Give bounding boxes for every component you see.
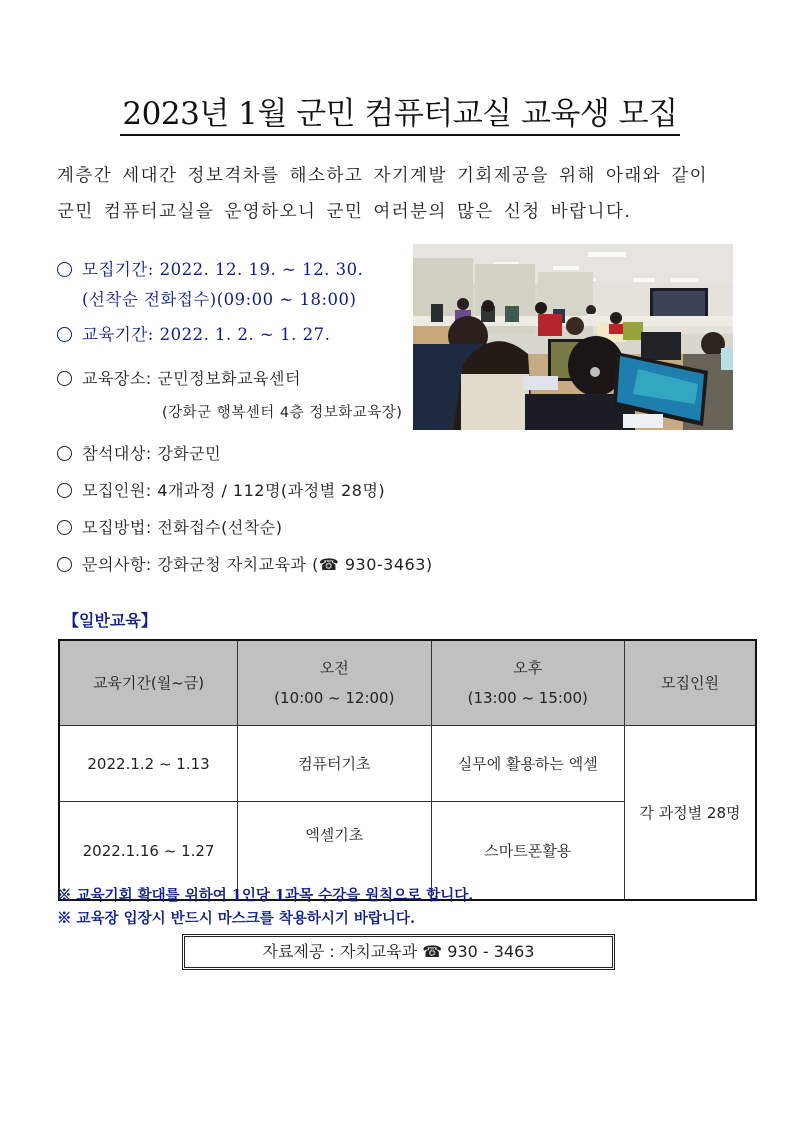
cell-period: 2022.1.16 ~ 1.27 <box>59 802 238 901</box>
notes <box>57 884 473 930</box>
item-value: 2022. 12. 19. ~ 12. 30. <box>159 260 364 279</box>
info-item-inquiry <box>57 552 433 575</box>
circle-bullet-icon <box>57 483 72 498</box>
cell-afternoon: 스마트폰활용 <box>431 802 624 901</box>
header-text: 오후 <box>513 659 543 677</box>
item-label: 모집방법: <box>82 518 152 537</box>
item-value: (강화군 행복센터 4층 정보화교육장) <box>162 405 403 421</box>
header-text: 오전 <box>319 659 349 677</box>
item-value: 강화군청 자치교육과 (☎ 930-3463) <box>157 555 433 574</box>
cell-afternoon: 실무에 활용하는 엑셀 <box>431 726 624 802</box>
table-row <box>59 726 756 802</box>
schedule-table <box>58 639 757 901</box>
item-value: 전화접수(선착순) <box>157 518 283 537</box>
item-label: 교육장소: <box>82 369 152 388</box>
item-label: 교육기간: <box>82 325 154 344</box>
circle-bullet-icon <box>57 262 72 277</box>
circle-bullet-icon <box>57 327 72 342</box>
intro-paragraph <box>57 158 757 230</box>
header-afternoon <box>431 640 624 726</box>
intro-line-1: 계층간 세대간 정보격차를 해소하고 자기계발 기회제공을 위해 아래와 같이 <box>57 166 709 186</box>
header-capacity <box>624 640 756 726</box>
info-item-location <box>57 366 301 389</box>
circle-bullet-icon <box>57 446 72 461</box>
title-text: 2023년 1월 군민 컴퓨터교실 교육생 모집 <box>120 96 679 136</box>
info-item-location-detail <box>162 401 402 422</box>
circle-bullet-icon <box>57 371 72 386</box>
info-item-recruit-method-note <box>82 286 356 310</box>
circle-bullet-icon <box>57 557 72 572</box>
item-value: 강화군민 <box>157 444 222 463</box>
info-item-education-period <box>57 321 330 345</box>
header-period <box>59 640 238 726</box>
cell-morning: 컴퓨터기초 <box>238 726 431 802</box>
classroom-photo <box>413 244 743 430</box>
note-2: ※ 교육장 입장시 반드시 마스크를 착용하시기 바랍니다. <box>57 910 415 927</box>
table-header-row <box>59 640 756 726</box>
note-1: ※ 교육기회 확대를 위하여 1인당 1과목 수강을 원칙으로 합니다. <box>57 887 474 904</box>
document-title <box>0 88 800 133</box>
intro-line-2: 군민 컴퓨터교실을 운영하오니 군민 여러분의 많은 신청 바랍니다. <box>57 202 632 222</box>
cell-period: 2022.1.2 ~ 1.13 <box>59 726 238 802</box>
cell-morning: 엑셀기초 <box>238 802 431 901</box>
item-label: 모집기간: <box>82 260 154 279</box>
cell-capacity: 각 과정별 28명 <box>624 726 756 901</box>
info-item-method <box>57 515 283 538</box>
item-value: (선착순 전화접수)(09:00 ~ 18:00) <box>82 290 357 309</box>
source-box: 자료제공 : 자치교육과 ☎ 930 - 3463 <box>182 934 615 970</box>
info-item-capacity <box>57 478 385 501</box>
header-text: 모집인원 <box>660 674 719 692</box>
info-item-target <box>57 441 221 464</box>
item-value: 군민정보화교육센터 <box>157 369 301 388</box>
header-subtext: (10:00 ~ 12:00) <box>274 689 395 707</box>
header-morning <box>238 640 431 726</box>
item-value: 2022. 1. 2. ~ 1. 27. <box>159 325 331 344</box>
circle-bullet-icon <box>57 520 72 535</box>
header-text: 교육기간(월~금) <box>92 674 205 692</box>
section-label-general-education: 【일반교육】 <box>63 611 157 630</box>
item-label: 참석대상: <box>82 444 152 463</box>
header-subtext: (13:00 ~ 15:00) <box>467 689 588 707</box>
item-label: 문의사항: <box>82 555 152 574</box>
info-item-recruit-period <box>57 256 363 280</box>
item-label: 모집인원: <box>82 481 152 500</box>
item-value: 4개과정 / 112명(과정별 28명) <box>157 481 386 500</box>
